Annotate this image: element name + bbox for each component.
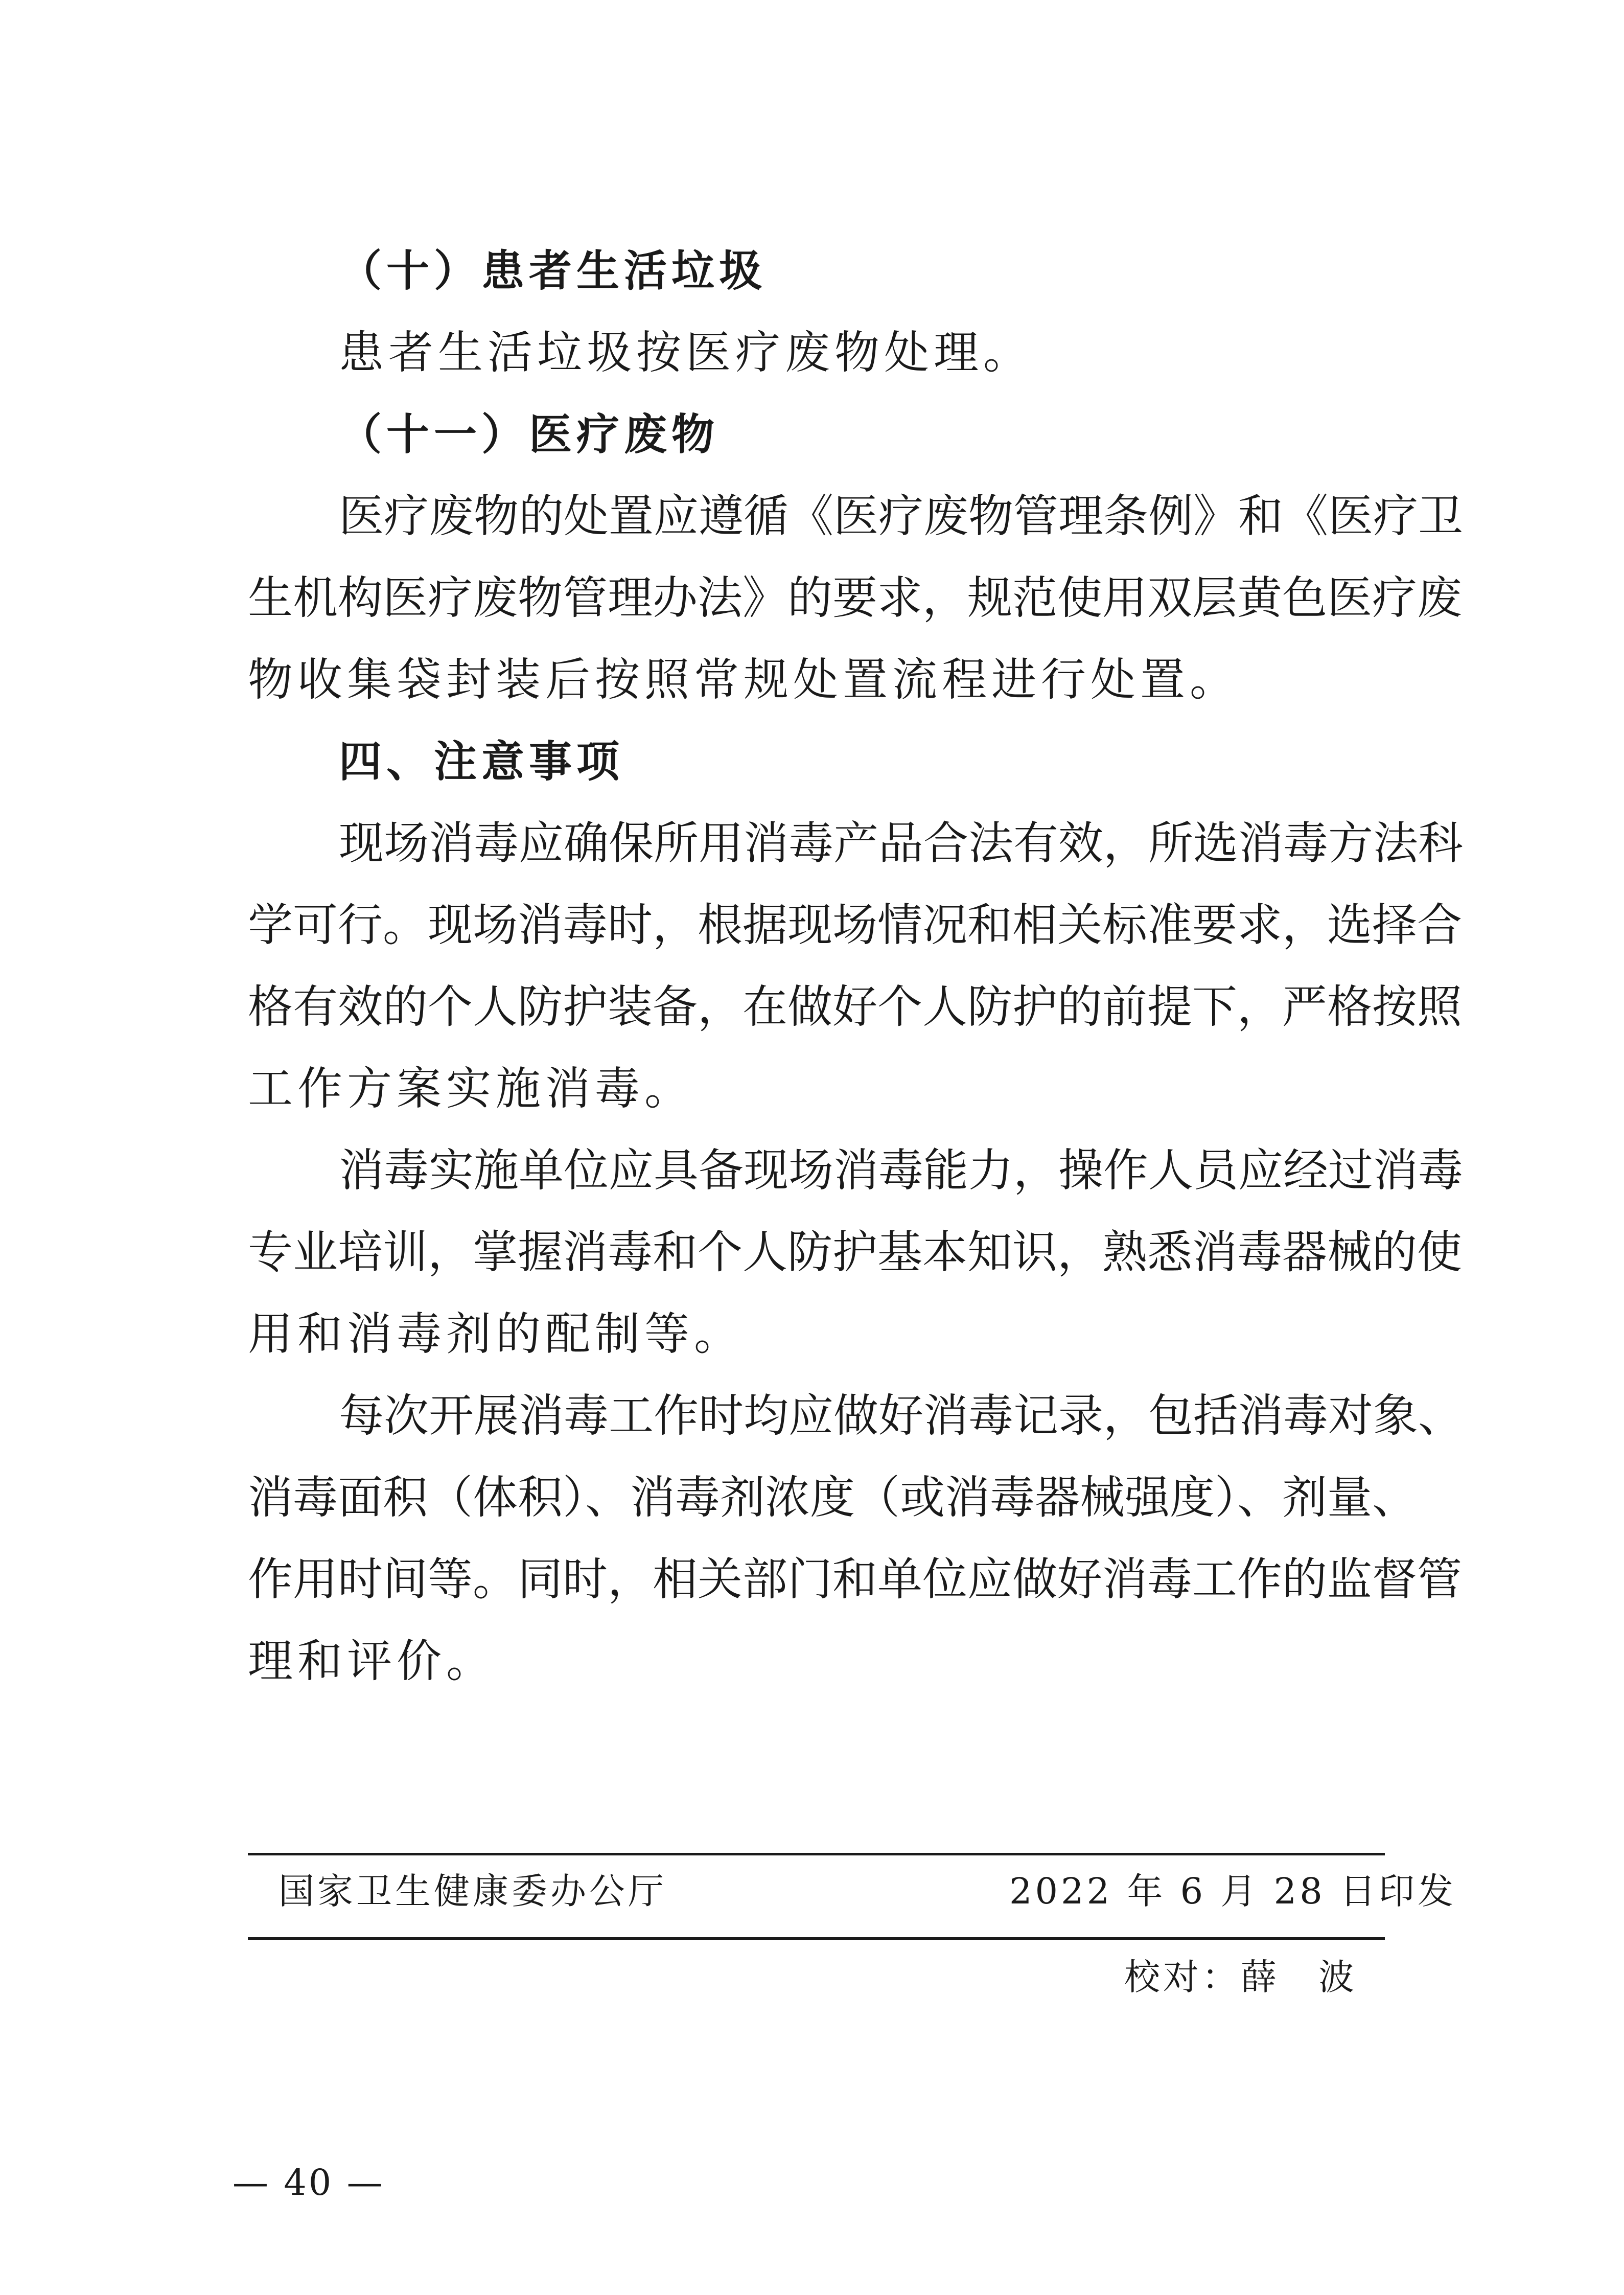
para-1-line-3: 格有效的个人防护装备，在做好个人防护的前提下，严格按照 <box>248 980 1463 1033</box>
section-4-heading: 四、注意事项 <box>339 737 624 787</box>
para-2-line-3: 用和消毒剂的配制等。 <box>248 1307 744 1360</box>
para-3-line-1: 每次开展消毒工作时均应做好消毒记录，包括消毒对象、 <box>339 1389 1464 1442</box>
section-11-line-2: 生机构医疗废物管理办法》的要求，规范使用双层黄色医疗废 <box>248 571 1463 624</box>
para-1-line-2: 学可行。现场消毒时，根据现场情况和相关标准要求，选择合 <box>248 899 1463 951</box>
footer-proofreader: 校对：薛 波 <box>1124 1956 1357 1998</box>
footer-bottom-rule <box>248 1937 1385 1940</box>
para-3-line-2: 消毒面积（体积）、消毒剂浓度（或消毒器械强度）、剂量、 <box>248 1471 1418 1524</box>
section-10-heading: （十）患者生活垃圾 <box>339 246 767 296</box>
para-1-line-4: 工作方案实施消毒。 <box>248 1062 694 1115</box>
para-3-line-3: 作用时间等。同时，相关部门和单位应做好消毒工作的监督管 <box>248 1553 1463 1605</box>
para-3-line-4: 理和评价。 <box>248 1635 496 1687</box>
section-11-line-1: 医疗废物的处置应遵循《医疗废物管理条例》和《医疗卫 <box>339 490 1464 542</box>
para-1-line-1: 现场消毒应确保所用消毒产品合法有效，所选消毒方法科 <box>339 817 1464 869</box>
section-10-text: 患者生活垃圾按医疗废物处理。 <box>339 326 1033 379</box>
section-11-line-3: 物收集袋封装后按照常规处置流程进行处置。 <box>248 653 1240 706</box>
page-number: — 40 — <box>233 2162 385 2204</box>
para-2-line-1: 消毒实施单位应具备现场消毒能力，操作人员应经过消毒 <box>339 1144 1464 1197</box>
footer-issuer: 国家卫生健康委办公厅 <box>279 1870 667 1912</box>
section-11-heading: （十一）医疗废物 <box>339 409 720 460</box>
para-2-line-2: 专业培训，掌握消毒和个人防护基本知识，熟悉消毒器械的使 <box>248 1226 1463 1278</box>
footer-date: 2022 年 6 月 28 日印发 <box>1009 1870 1457 1912</box>
footer-top-rule <box>248 1853 1385 1855</box>
